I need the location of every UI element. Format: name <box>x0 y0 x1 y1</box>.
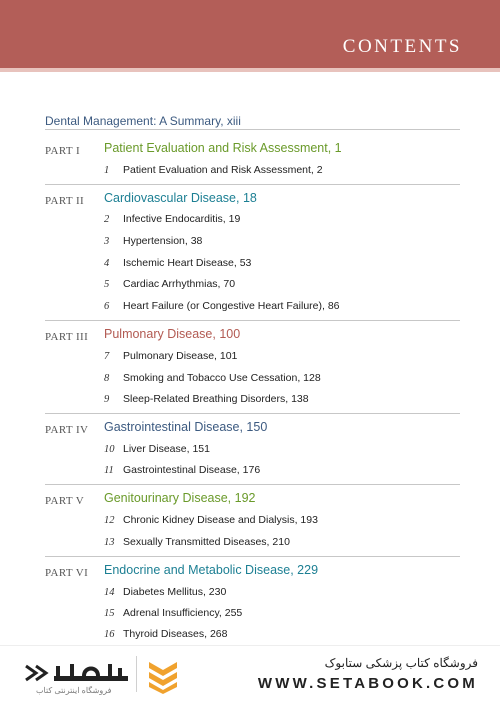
chapter-title: Smoking and Tobacco Use Cessation, 128 <box>123 372 321 384</box>
chapter-number: 12 <box>104 515 115 526</box>
part-3-heading <box>45 327 465 347</box>
part-title[interactable]: Genitourinary Disease, 192 <box>104 491 256 505</box>
chapter-entry[interactable] <box>104 464 464 480</box>
part-number: PART V <box>45 495 85 507</box>
chapter-title: Gastrointestinal Disease, 176 <box>123 464 261 476</box>
part-title[interactable]: Cardiovascular Disease, 18 <box>104 191 257 205</box>
chapter-number: 3 <box>104 236 110 247</box>
setabook-logo <box>20 658 132 688</box>
chapter-number: 6 <box>104 301 110 312</box>
chapter-entry[interactable] <box>104 607 464 623</box>
chapter-title: Thyroid Diseases, 268 <box>123 628 228 640</box>
chapter-title: Cardiac Arrhythmias, 70 <box>123 278 236 290</box>
chapter-number: 8 <box>104 373 110 384</box>
chapter-entry[interactable] <box>104 164 464 180</box>
chapter-title: Liver Disease, 151 <box>123 443 210 455</box>
chapter-number: 11 <box>104 465 114 476</box>
chapter-entry[interactable] <box>104 514 464 530</box>
part-2-heading <box>45 191 465 211</box>
chapter-entry[interactable] <box>104 300 464 316</box>
logo-divider <box>136 656 137 692</box>
part-number: PART VI <box>45 567 89 579</box>
chapter-number: 9 <box>104 394 110 405</box>
chapter-title: Diabetes Mellitus, 230 <box>123 586 227 598</box>
store-name: فروشگاه کتاب پزشکی ستابوک <box>324 656 478 670</box>
header-stripe <box>0 68 500 72</box>
chapter-entry[interactable] <box>104 372 464 388</box>
chapter-title: Patient Evaluation and Risk Assessment, 2 <box>123 164 323 176</box>
chapter-entry[interactable] <box>104 278 464 294</box>
part-1-heading <box>45 141 465 161</box>
chapter-entry[interactable] <box>104 586 464 602</box>
chapter-number: 13 <box>104 537 115 548</box>
part-6-heading <box>45 563 465 583</box>
header-banner <box>0 0 500 68</box>
book-chevron-icon <box>146 656 180 694</box>
chapter-number: 10 <box>104 444 115 455</box>
chapter-title: Adrenal Insufficiency, 255 <box>123 607 243 619</box>
chapter-entry[interactable] <box>104 257 464 273</box>
chapter-title: Chronic Kidney Disease and Dialysis, 193 <box>123 514 318 526</box>
part-number: PART III <box>45 331 89 343</box>
chapter-number: 7 <box>104 351 110 362</box>
chapter-title: Hypertension, 38 <box>123 235 203 247</box>
divider <box>45 413 460 414</box>
chapter-number: 5 <box>104 279 110 290</box>
part-number: PART I <box>45 145 81 157</box>
chapter-entry[interactable] <box>104 393 464 409</box>
divider <box>45 484 460 485</box>
chapter-number: 15 <box>104 608 115 619</box>
part-title[interactable]: Gastrointestinal Disease, 150 <box>104 420 268 434</box>
chapter-entry[interactable] <box>104 350 464 366</box>
divider <box>45 320 460 321</box>
chapter-number: 2 <box>104 214 110 225</box>
chapter-title: Heart Failure (or Congestive Heart Failure), 86 <box>123 300 340 312</box>
chapter-title: Sleep-Related Breathing Disorders, 138 <box>123 393 309 405</box>
chapter-entry[interactable] <box>104 443 464 459</box>
divider <box>45 184 460 185</box>
part-number: PART IV <box>45 424 89 436</box>
chapter-number: 14 <box>104 587 115 598</box>
chapter-title: Infective Endocarditis, 19 <box>123 213 241 225</box>
chapter-number: 4 <box>104 258 110 269</box>
part-5-heading <box>45 491 465 511</box>
part-title[interactable]: Pulmonary Disease, 100 <box>104 327 241 341</box>
chapter-entry[interactable] <box>104 235 464 251</box>
chapter-number: 1 <box>104 165 110 176</box>
part-title[interactable]: Patient Evaluation and Risk Assessment, 1 <box>104 141 342 155</box>
chapter-entry[interactable] <box>104 628 464 644</box>
chapter-entry[interactable] <box>104 213 464 229</box>
part-title[interactable]: Endocrine and Metabolic Disease, 229 <box>104 563 319 577</box>
divider <box>45 556 460 557</box>
part-number: PART II <box>45 195 85 207</box>
store-footer <box>0 645 500 701</box>
chapter-entry[interactable] <box>104 536 464 552</box>
part-4-heading <box>45 420 465 440</box>
chapter-title: Sexually Transmitted Diseases, 210 <box>123 536 290 548</box>
logo-subtitle: فروشگاه اینترنتی کتاب <box>36 686 112 695</box>
chapter-title: Pulmonary Disease, 101 <box>123 350 238 362</box>
summary-link[interactable]: Dental Management: A Summary, xiii <box>45 114 241 128</box>
page-title: CONTENTS <box>342 36 462 57</box>
chapter-title: Ischemic Heart Disease, 53 <box>123 257 252 269</box>
store-url[interactable]: WWW.SETABOOK.COM <box>257 675 478 692</box>
chapter-number: 16 <box>104 629 115 640</box>
divider <box>45 129 460 130</box>
